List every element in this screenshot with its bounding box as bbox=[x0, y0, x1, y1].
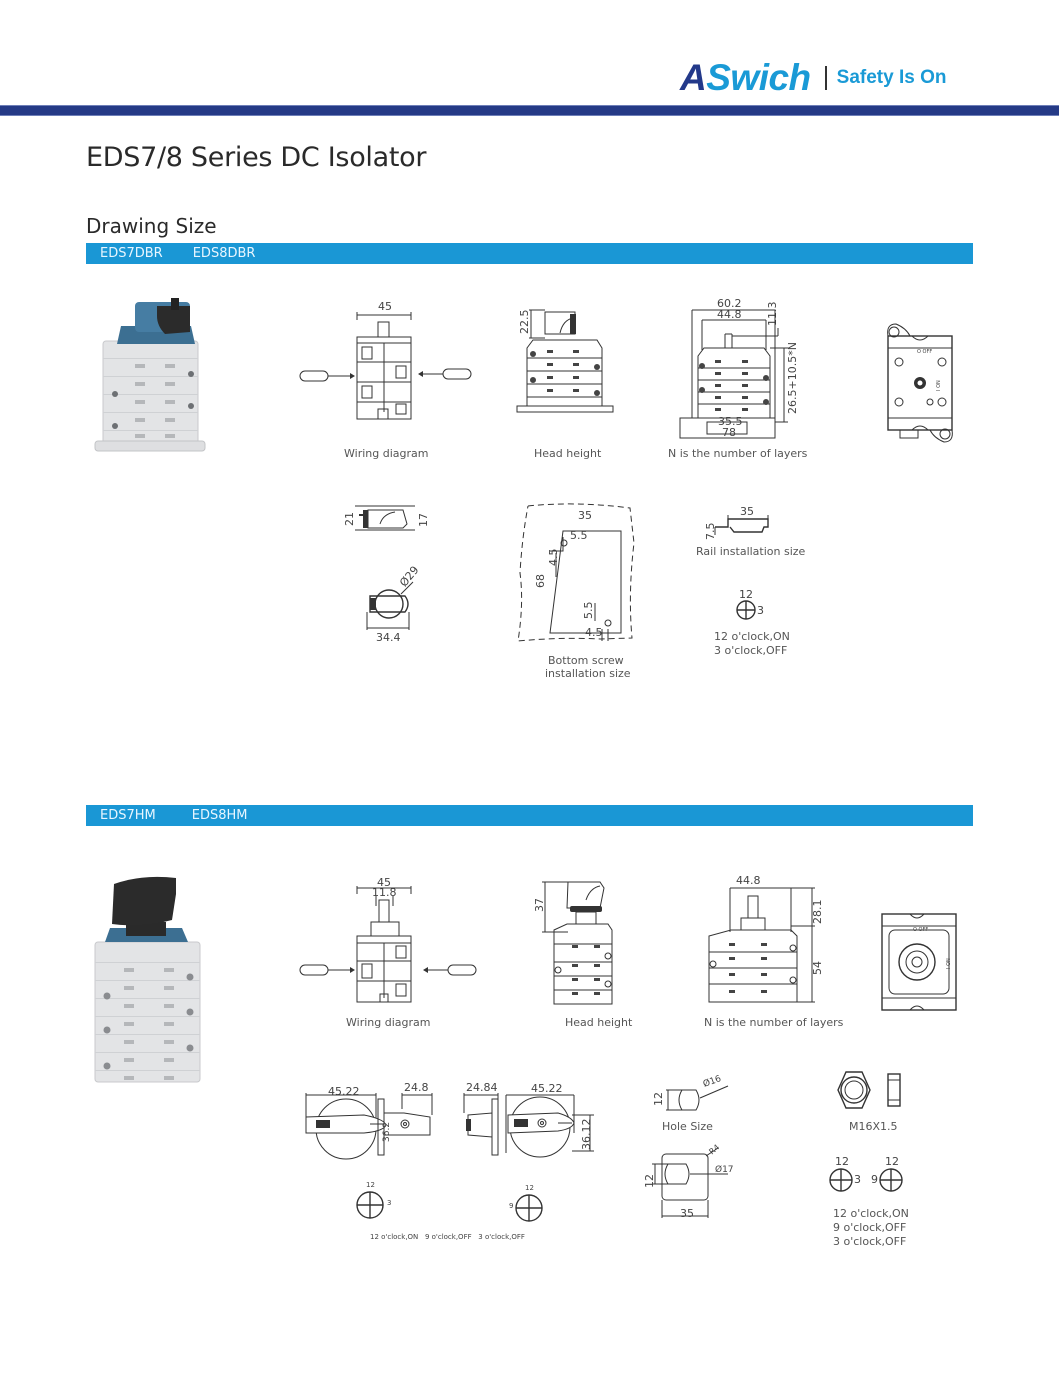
label-on: I ON bbox=[936, 380, 942, 391]
clock-a-label-12: 12 bbox=[366, 1181, 375, 1189]
dim-handle-a-depth: 24.8 bbox=[404, 1081, 429, 1094]
brand-word: Swich bbox=[706, 57, 811, 98]
front-view-drawing bbox=[882, 322, 958, 444]
dim-screw-height: 68 bbox=[534, 574, 547, 588]
clock-a-big-label-12: 12 bbox=[835, 1155, 849, 1168]
dim-screw-offset: 4.5 bbox=[547, 548, 560, 566]
dc-isolator-black-handle-photo bbox=[92, 874, 202, 1084]
rail-drawing bbox=[714, 515, 774, 537]
dim-shaft-width: 11.8 bbox=[372, 886, 397, 899]
dim-base-width: 78 bbox=[722, 426, 736, 439]
logo-divider bbox=[825, 66, 827, 90]
caption-bottom-screw-line2: installation size bbox=[545, 667, 631, 680]
clock-caption-line2: 9 o'clock,OFF bbox=[833, 1221, 907, 1234]
dim-hole-diameter: Ø16 bbox=[701, 1074, 723, 1090]
brand-tagline: Safety Is On bbox=[836, 67, 947, 88]
model-bar-dbr bbox=[86, 243, 973, 264]
caption-nut: M16X1.5 bbox=[849, 1120, 898, 1133]
dim-outer-width: 60.2 bbox=[717, 297, 742, 310]
caption-wiring-diagram: Wiring diagram bbox=[344, 447, 429, 460]
dim-rail-height: 7.5 bbox=[704, 522, 717, 540]
head-height-drawing bbox=[542, 880, 642, 1008]
model-label-eds7dbr: EDS7DBR bbox=[100, 246, 163, 261]
layers-drawing bbox=[705, 886, 825, 1008]
clock-position-icon bbox=[736, 600, 758, 622]
clock-caption-line3: 3 o'clock,OFF bbox=[833, 1235, 907, 1248]
head-height-drawing bbox=[515, 308, 615, 420]
dim-plate-diameter: Ø17 bbox=[715, 1165, 734, 1175]
dim-rail-width: 35 bbox=[740, 505, 754, 518]
clock-label-12: 12 bbox=[739, 588, 753, 601]
dim-side-height: 26.5+10.5*N bbox=[786, 342, 799, 414]
dim-handle-b-depth: 24.84 bbox=[466, 1081, 498, 1094]
clock-label-3: 3 bbox=[757, 604, 764, 617]
brand-logo bbox=[680, 58, 946, 98]
clock-b-big-label-9: 9 bbox=[871, 1173, 878, 1186]
clock-a-big-icon bbox=[829, 1168, 855, 1194]
label-on: I ON bbox=[946, 958, 952, 969]
dim-screw-hole2: 5.5 bbox=[582, 601, 595, 619]
page-title: EDS7/8 Series DC Isolator bbox=[86, 142, 427, 173]
model-label-eds7hm: EDS7HM bbox=[100, 808, 156, 823]
dim-head-height: 22.5 bbox=[518, 309, 531, 334]
dim-base-inner: 35.5 bbox=[718, 415, 743, 428]
dim-width: 45 bbox=[377, 876, 391, 889]
hole-size-drawing bbox=[664, 1080, 734, 1114]
clock-small-caption: 12 o'clock,ON 9 o'clock,OFF 3 o'clock,OFF bbox=[370, 1233, 525, 1241]
dim-layers-width: 44.8 bbox=[736, 874, 761, 887]
dim-plate-radius: R4 bbox=[707, 1142, 722, 1157]
dim-head-height: 37 bbox=[533, 898, 546, 912]
dim-layers-side: 54 bbox=[811, 961, 824, 975]
caption-wiring-diagram: Wiring diagram bbox=[346, 1016, 431, 1029]
dim-width: 45 bbox=[378, 300, 392, 313]
dim-handle-diameter: Ø29 bbox=[397, 563, 422, 590]
caption-bottom-screw-line1: Bottom screw bbox=[548, 654, 624, 667]
dim-handle-b-height: 36.12 bbox=[580, 1118, 593, 1150]
section-title: Drawing Size bbox=[86, 214, 217, 238]
clock-caption-line1: 12 o'clock,ON bbox=[833, 1207, 909, 1220]
dim-handle-a-width: 45.22 bbox=[328, 1085, 360, 1098]
caption-head-height: Head height bbox=[565, 1016, 633, 1029]
dim-screw-offset2: 4.5 bbox=[585, 626, 603, 639]
clock-a-icon bbox=[356, 1191, 386, 1221]
clock-caption-line2: 3 o'clock,OFF bbox=[714, 644, 788, 657]
brand-letter-a: A bbox=[680, 57, 707, 98]
model-label-eds8hm: EDS8HM bbox=[191, 808, 248, 823]
clock-a-big-label-3: 3 bbox=[854, 1173, 861, 1186]
dim-screw-hole: 5.5 bbox=[570, 529, 588, 542]
bottom-screw-drawing bbox=[516, 503, 636, 643]
dc-isolator-blue-handle-photo bbox=[95, 296, 205, 456]
model-label-eds8dbr: EDS8DBR bbox=[192, 246, 256, 261]
clock-b-big-icon bbox=[879, 1168, 905, 1194]
header-bar bbox=[0, 105, 1059, 116]
caption-rail: Rail installation size bbox=[696, 545, 806, 558]
dim-plate-height: 12 bbox=[643, 1174, 656, 1188]
dim-handle-a-height: 36.2 bbox=[382, 1121, 392, 1142]
wiring-diagram-drawing bbox=[300, 312, 475, 422]
wiring-diagram-drawing bbox=[300, 886, 480, 1006]
handle-top-drawing bbox=[365, 584, 415, 634]
label-off: O OFF bbox=[913, 927, 929, 933]
handle-a-drawing bbox=[304, 1093, 436, 1163]
clock-b-label-12: 12 bbox=[525, 1184, 534, 1192]
clock-caption-line1: 12 o'clock,ON bbox=[714, 630, 790, 643]
dim-layers-top: 28.1 bbox=[811, 899, 824, 924]
nut-drawing bbox=[834, 1070, 910, 1112]
caption-layers: N is the number of layers bbox=[668, 447, 808, 460]
label-off: O OFF bbox=[917, 349, 933, 355]
dim-plate-width: 35 bbox=[680, 1207, 694, 1220]
clock-b-big-label-12: 12 bbox=[885, 1155, 899, 1168]
caption-layers: N is the number of layers bbox=[704, 1016, 844, 1029]
model-bar-hm bbox=[86, 805, 973, 826]
dim-inner-width: 44.8 bbox=[717, 308, 742, 321]
clock-a-label-3: 3 bbox=[387, 1199, 392, 1207]
dim-handle-b-width: 45.22 bbox=[531, 1082, 563, 1095]
caption-head-height: Head height bbox=[534, 447, 602, 460]
brand-name bbox=[680, 58, 811, 98]
dim-handle-left: 21 bbox=[343, 512, 356, 526]
dim-screw-width: 35 bbox=[578, 509, 592, 522]
handle-side-drawing bbox=[355, 504, 415, 532]
clock-b-label-9: 9 bbox=[509, 1202, 514, 1210]
dim-hole-height: 12 bbox=[652, 1092, 665, 1106]
clock-b-icon bbox=[515, 1194, 545, 1224]
dim-handle-width: 34.4 bbox=[376, 631, 401, 644]
dim-handle-right: 17 bbox=[417, 513, 430, 527]
caption-hole-size: Hole Size bbox=[662, 1120, 713, 1133]
dim-top-height: 11.3 bbox=[766, 301, 779, 326]
